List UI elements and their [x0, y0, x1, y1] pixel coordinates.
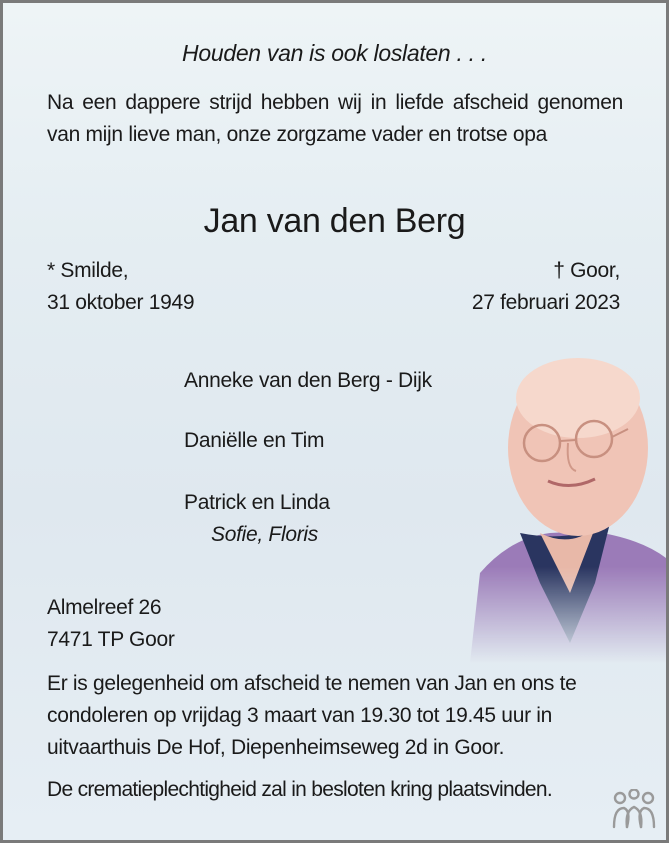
cremation-text: De crematieplechtigheid zal in besloten kring plaatsvinden. — [47, 778, 553, 801]
motto: Houden van is ook loslaten . . . — [182, 40, 487, 66]
death-info — [472, 255, 620, 319]
birth-info — [47, 255, 194, 319]
obituary-card — [3, 3, 666, 840]
people-group-icon — [611, 789, 657, 829]
visitation-text: Er is gelegenheid om afscheid te nemen van Jan en ons te condoleren op vrijdag 3 maart van 19.30 tot 19.45 uur in uitvaarthuis De Hof, Diepenheimseweg 2d in Goor. — [47, 672, 577, 759]
grandchildren: Sofie, Floris — [211, 523, 318, 546]
birth-date: 31 oktober 1949 — [47, 291, 195, 314]
birth-place: * Smilde, — [47, 259, 129, 282]
family-child — [184, 487, 330, 551]
address-street: Almelreef 26 — [47, 596, 162, 619]
family-child-names: Patrick en Linda — [184, 491, 330, 514]
address — [47, 592, 175, 656]
portrait-photo — [470, 343, 666, 663]
death-date: 27 februari 2023 — [471, 291, 620, 314]
address-city: 7471 TP Goor — [47, 628, 175, 651]
intro-text: Na een dappere strijd hebben wij in liefde afscheid genomen van mijn lieve man, onze zorgzame vader en trotse opa — [47, 91, 623, 146]
death-place: † Goor, — [553, 259, 620, 282]
family-child: Daniëlle en Tim — [184, 429, 325, 452]
deceased-name: Jan van den Berg — [203, 202, 466, 240]
family-spouse: Anneke van den Berg - Dijk — [184, 369, 432, 392]
